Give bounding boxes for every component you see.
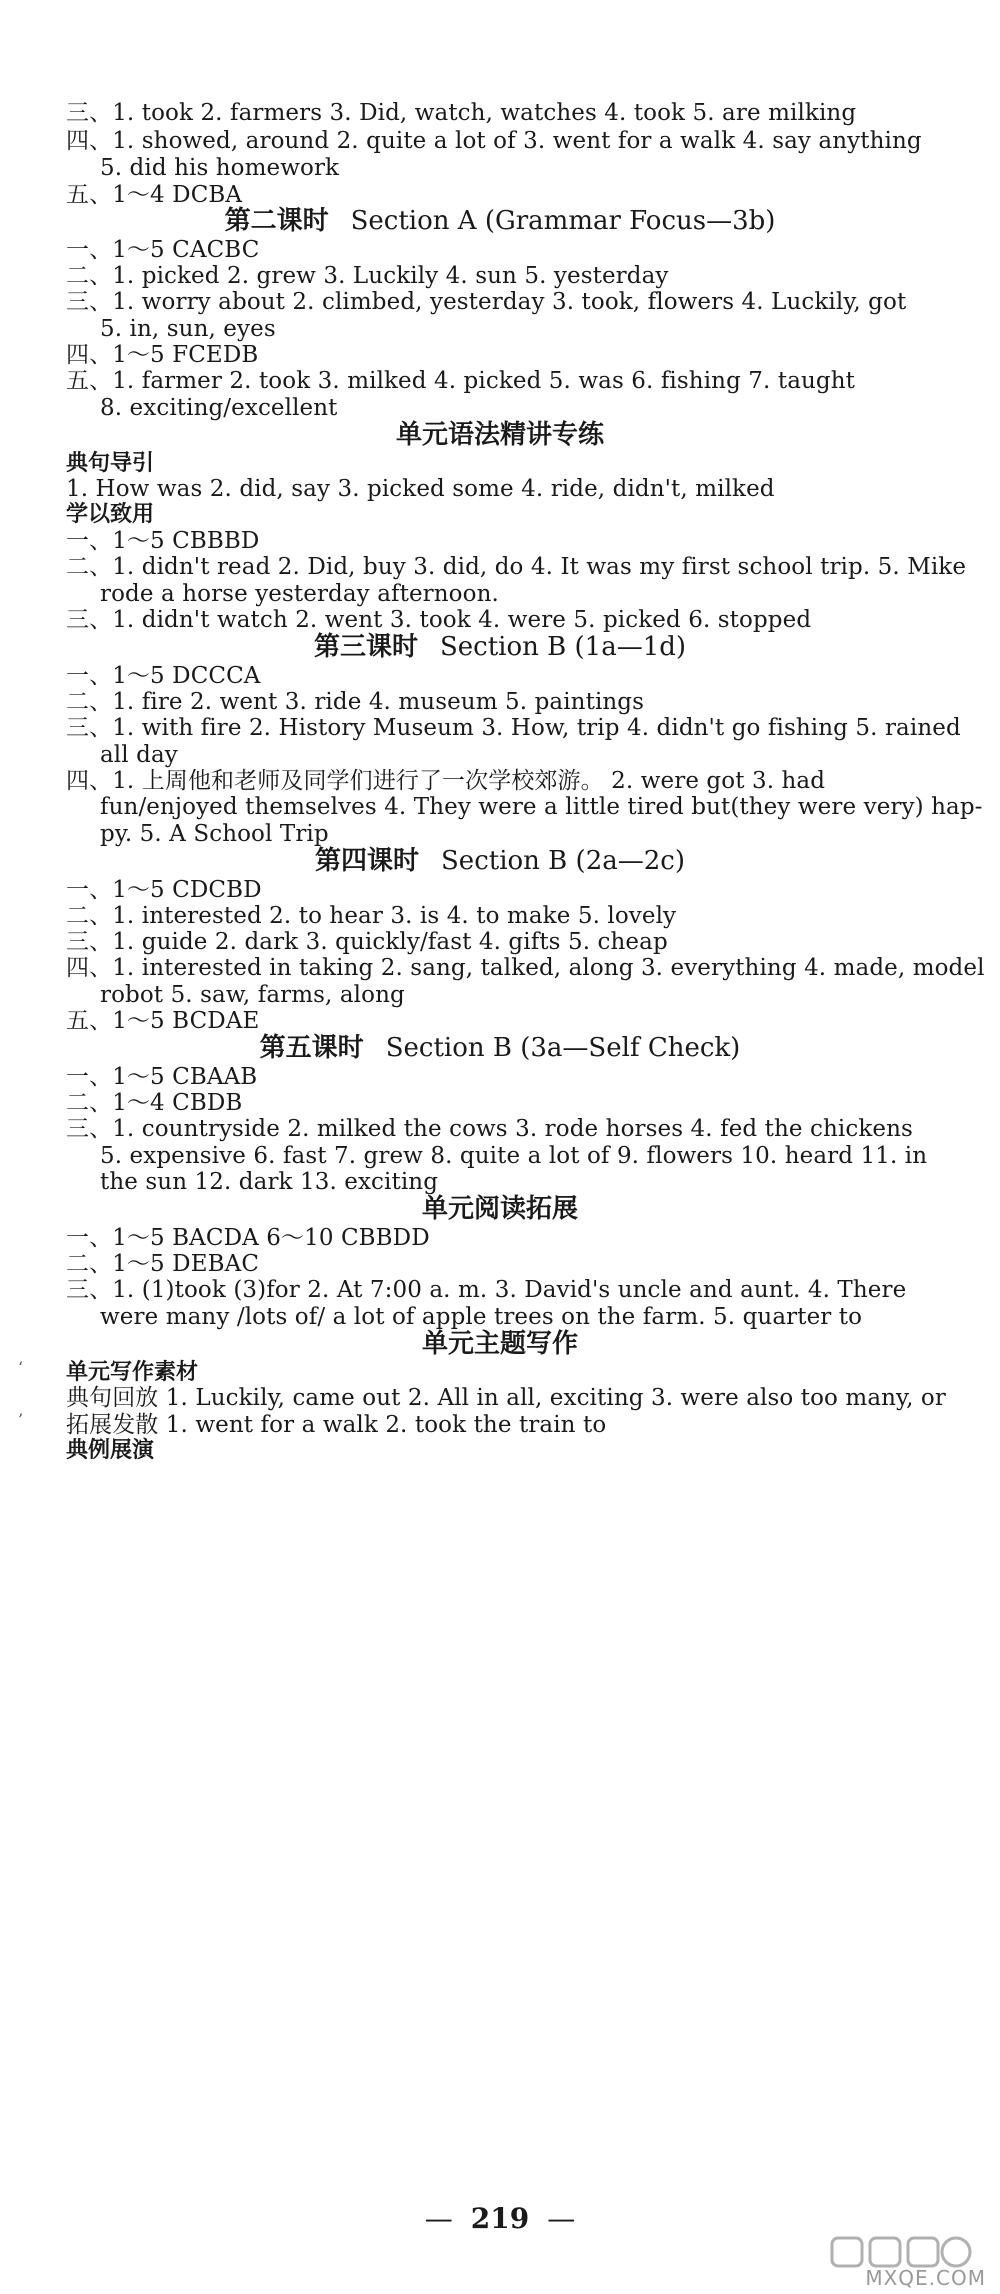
- answer-line: 一、1～5 CDCBD: [66, 877, 262, 903]
- answer-line: 二、1. fire 2. went 3. ride 4. museum 5. paintings: [66, 689, 645, 715]
- page-number: — 219 —: [424, 2202, 576, 2235]
- answer-line: 拓展发散 1. went for a walk 2. took the train to: [66, 1412, 607, 1438]
- subheading-dianju: 典句导引: [66, 451, 155, 476]
- answer-line: rode a horse yesterday afternoon.: [100, 581, 499, 607]
- answer-line: 5. did his homework: [100, 155, 340, 181]
- answer-line: all day: [100, 742, 178, 768]
- answer-line: 四、1. interested in taking 2. sang, talked, along 3. everything 4. made, model: [66, 955, 985, 981]
- answer-line: 五、1～4 DCBA: [66, 182, 243, 208]
- answer-line: 四、1～5 FCEDB: [66, 342, 259, 368]
- answer-line: 二、1～5 DEBAC: [66, 1251, 260, 1277]
- answer-line: 三、1. worry about 2. climbed, yesterday 3. took, flowers 4. Luckily, got: [66, 289, 907, 315]
- answer-line: fun/enjoyed themselves 4. They were a little tired but(they were very) hap-: [100, 794, 983, 820]
- answer-line: 三、1. countryside 2. milked the cows 3. rode horses 4. fed the chickens: [66, 1116, 913, 1142]
- section-heading-writing: 单元主题写作: [421, 1329, 578, 1359]
- answer-line: 三、1. didn't watch 2. went 3. took 4. were 5. picked 6. stopped: [66, 607, 812, 633]
- answer-line: 三、1. took 2. farmers 3. Did, watch, watches 4. took 5. are milking: [66, 100, 857, 126]
- section-heading-lesson2: 第二课时 Section A (Grammar Focus—3b): [224, 206, 776, 236]
- answer-line: 一、1～5 BACDA 6～10 CBBDD: [66, 1225, 430, 1251]
- watermark-text: MXQE.COM: [865, 2266, 986, 2290]
- subheading-xueyi: 学以致用: [66, 502, 155, 527]
- answer-line: the sun 12. dark 13. exciting: [100, 1169, 439, 1195]
- answer-line: py. 5. A School Trip: [100, 821, 329, 847]
- answer-line: robot 5. saw, farms, along: [100, 982, 405, 1008]
- answer-line: 三、1. with fire 2. History Museum 3. How, trip 4. didn't go fishing 5. rained: [66, 715, 961, 741]
- answer-line: 一、1～5 CBAAB: [66, 1064, 258, 1090]
- subheading-sucai: 单元写作素材: [66, 1360, 199, 1385]
- answer-line: 典句回放 1. Luckily, came out 2. All in all, exciting 3. were also too many, or: [66, 1385, 946, 1411]
- answer-line: 一、1～5 CACBC: [66, 237, 260, 263]
- answer-line: 二、1～4 CBDB: [66, 1090, 243, 1116]
- watermark: [776, 2232, 986, 2290]
- answer-line: 一、1～5 CBBBD: [66, 528, 260, 554]
- answer-line: 5. in, sun, eyes: [100, 316, 276, 342]
- answer-line: 三、1. (1)took (3)for 2. At 7:00 a. m. 3. David's uncle and aunt. 4. There: [66, 1277, 907, 1303]
- answer-line: 四、1. showed, around 2. quite a lot of 3. went for a walk 4. say anything: [66, 128, 922, 154]
- answer-line: 1. How was 2. did, say 3. picked some 4. ride, didn't, milked: [66, 476, 775, 502]
- answer-line: 五、1～5 BCDAE: [66, 1008, 260, 1034]
- answer-line: 三、1. guide 2. dark 3. quickly/fast 4. gifts 5. cheap: [66, 929, 668, 955]
- answer-line: 二、1. interested 2. to hear 3. is 4. to make 5. lovely: [66, 903, 677, 929]
- answer-line: 四、1. 上周他和老师及同学们进行了一次学校郊游。 2. were got 3. had: [66, 768, 826, 794]
- margin-mark: ‘: [18, 1358, 24, 1377]
- section-heading-lesson5: 第五课时 Section B (3a—Self Check): [259, 1033, 741, 1063]
- section-heading-reading: 单元阅读拓展: [421, 1194, 578, 1224]
- section-heading-grammar: 单元语法精讲专练: [395, 420, 604, 450]
- answer-line: 5. expensive 6. fast 7. grew 8. quite a lot of 9. flowers 10. heard 11. in: [100, 1143, 928, 1169]
- section-heading-lesson3: 第三课时 Section B (1a—1d): [313, 632, 687, 662]
- answer-line: 五、1. farmer 2. took 3. milked 4. picked 5. was 6. fishing 7. taught: [66, 368, 856, 394]
- margin-mark: ’: [18, 1410, 24, 1429]
- answer-line: 二、1. didn't read 2. Did, buy 3. did, do 4. It was my first school trip. 5. Mike: [66, 554, 967, 580]
- subheading-zhanyan: 典例展演: [66, 1438, 155, 1463]
- answer-line: 8. exciting/excellent: [100, 395, 338, 421]
- section-heading-lesson4: 第四课时 Section B (2a—2c): [314, 846, 685, 876]
- answer-line: were many /lots of/ a lot of apple trees on the farm. 5. quarter to: [100, 1304, 863, 1330]
- answer-line: 一、1～5 DCCCA: [66, 663, 261, 689]
- answer-line: 二、1. picked 2. grew 3. Luckily 4. sun 5. yesterday: [66, 263, 669, 289]
